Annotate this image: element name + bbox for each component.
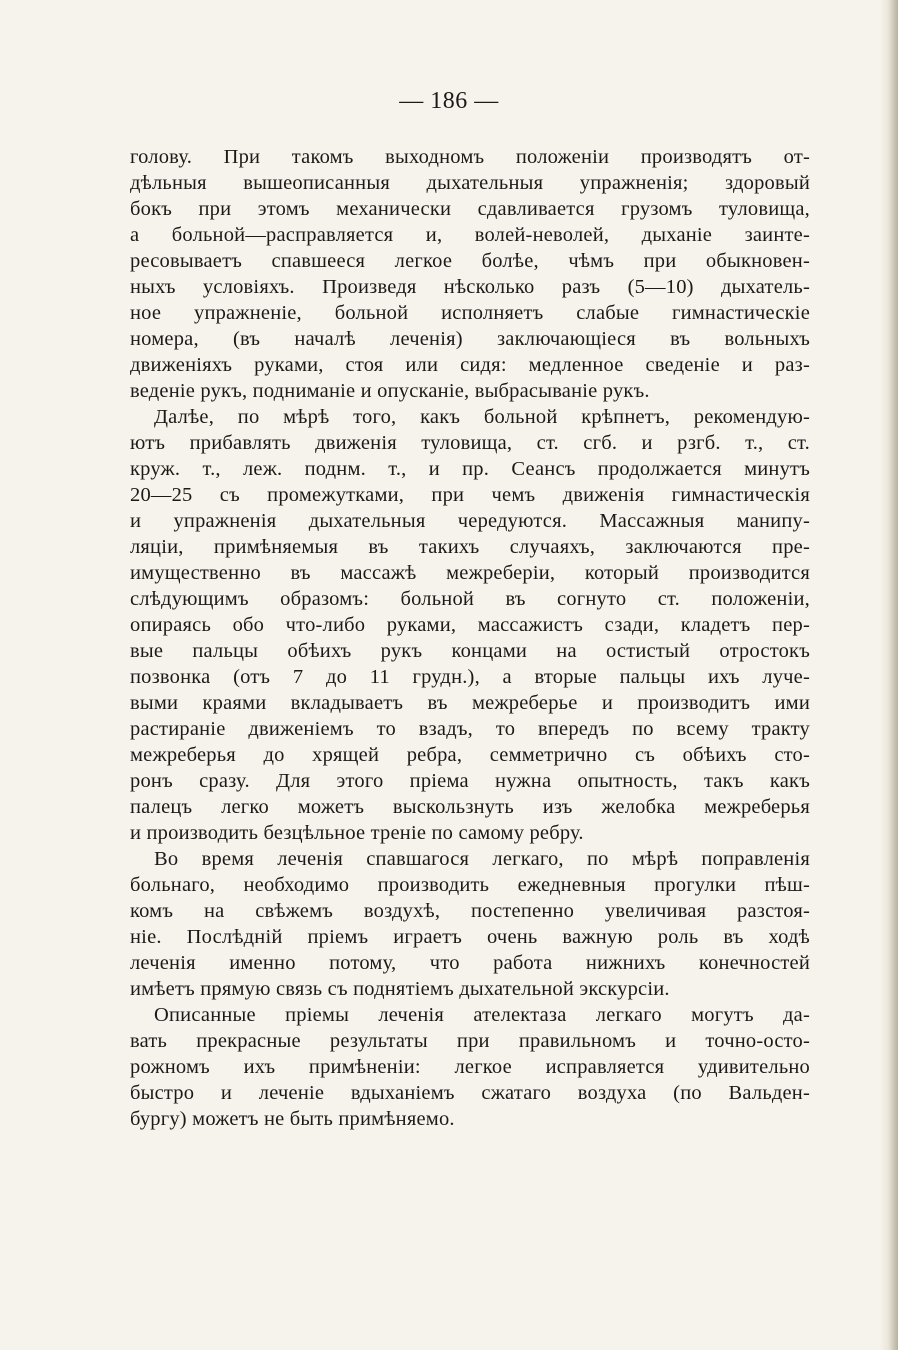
text-line: ресовываетъ спавшееся легкое болѣе, чѣмъ при обыкновен- bbox=[130, 250, 810, 272]
text-line: леченiя именно потому, что работа нижнихъ конечностей bbox=[130, 952, 810, 974]
text-line: Описанные прiемы леченiя ателектаза легкаго могутъ да- bbox=[154, 1004, 810, 1026]
text-line: позвонка (отъ 7 до 11 грудн.), а вторые пальцы ихъ луче- bbox=[130, 666, 810, 688]
text-line: а больной—расправляется и, волей-неволей, дыханiе заинте- bbox=[130, 224, 810, 246]
text-line: опираясь обо что-либо руками, массажистъ сзади, кладетъ пер- bbox=[130, 614, 810, 636]
text-line: Далѣе, по мѣрѣ того, какъ больной крѣпнетъ, рекомендую- bbox=[154, 406, 810, 428]
text-line: ное упражненiе, больной исполняетъ слабые гимнастическiе bbox=[130, 302, 810, 324]
text-line: нiе. Послѣднiй прiемъ играетъ очень важную роль въ ходѣ bbox=[130, 926, 810, 948]
paragraph bbox=[130, 404, 810, 846]
text-line: вать прекрасные результаты при правильномъ и точно-осто- bbox=[130, 1030, 810, 1052]
text-line: рожномъ ихъ примѣненiи: легкое исправляется удивительно bbox=[130, 1056, 810, 1078]
body-text bbox=[130, 144, 810, 1132]
page-edge-shadow bbox=[880, 0, 898, 1350]
text-line: слѣдующимъ образомъ: больной въ согнуто ст. положенiи, bbox=[130, 588, 810, 610]
page-number: — 186 — bbox=[399, 88, 499, 114]
text-line: межреберья до хрящей ребра, семметрично съ обѣихъ сто- bbox=[130, 744, 810, 766]
text-line: номера, (въ началѣ леченiя) заключающiеся въ вольныхъ bbox=[130, 328, 810, 350]
text-line: Во время леченiя спавшагося легкаго, по мѣрѣ поправленiя bbox=[154, 848, 810, 870]
text-line: ныхъ условiяхъ. Произведя нѣсколько разъ (5—10) дыхатель- bbox=[130, 276, 810, 298]
text-line: бургу) можетъ не быть примѣняемо. bbox=[130, 1108, 455, 1130]
text-line: ютъ прибавлять движенiя туловища, ст. сгб. и рзгб. т., ст. bbox=[130, 432, 810, 454]
text-line: больнаго, необходимо производить ежедневныя прогулки пѣш- bbox=[130, 874, 810, 896]
text-line: вые пальцы обѣихъ рукъ концами на остистый отростокъ bbox=[130, 640, 810, 662]
text-line: голову. При такомъ выходномъ положенiи производятъ от- bbox=[130, 146, 810, 168]
text-line: ронъ сразу. Для этого прiема нужна опытность, такъ какъ bbox=[130, 770, 810, 792]
text-line: имѣетъ прямую связь съ поднятiемъ дыхательной экскурсiи. bbox=[130, 978, 670, 1000]
paragraph bbox=[130, 144, 810, 404]
text-line: ляцiи, примѣняемыя въ такихъ случаяхъ, заключаются пре- bbox=[130, 536, 810, 558]
text-line: веденiе рукъ, подниманiе и опусканiе, выбрасыванiе рукъ. bbox=[130, 380, 650, 402]
text-line: выми краями вкладываетъ въ межреберье и производитъ ими bbox=[130, 692, 810, 714]
text-line: и производить безцѣльное тренiе по самому ребру. bbox=[130, 822, 584, 844]
text-line: комъ на свѣжемъ воздухѣ, постепенно увеличивая разстоя- bbox=[130, 900, 810, 922]
text-line: палецъ легко можетъ выскользнуть изъ желобка межреберья bbox=[130, 796, 810, 818]
text-line: растиранiе движенiемъ то взадъ, то впередъ по всему тракту bbox=[130, 718, 810, 740]
text-line: круж. т., леж. поднм. т., и пр. Сеансъ продолжается минутъ bbox=[130, 458, 810, 480]
paragraph bbox=[130, 846, 810, 1002]
text-line: имущественно въ массажѣ межреберiи, который производится bbox=[130, 562, 810, 584]
text-line: бокъ при этомъ механически сдавливается грузомъ туловища, bbox=[130, 198, 810, 220]
text-line: быстро и леченiе вдыханiемъ сжатаго воздуха (по Вальден- bbox=[130, 1082, 810, 1104]
text-line: дѣльныя вышеописанныя дыхательныя упражненiя; здоровый bbox=[130, 172, 810, 194]
text-line: движенiяхъ руками, стоя или сидя: медленное сведенiе и раз- bbox=[130, 354, 810, 376]
paragraph bbox=[130, 1002, 810, 1132]
text-line: и упражненiя дыхательныя чередуются. Массажныя манипу- bbox=[130, 510, 810, 532]
text-line: 20—25 съ промежутками, при чемъ движенiя гимнастическiя bbox=[130, 484, 810, 506]
